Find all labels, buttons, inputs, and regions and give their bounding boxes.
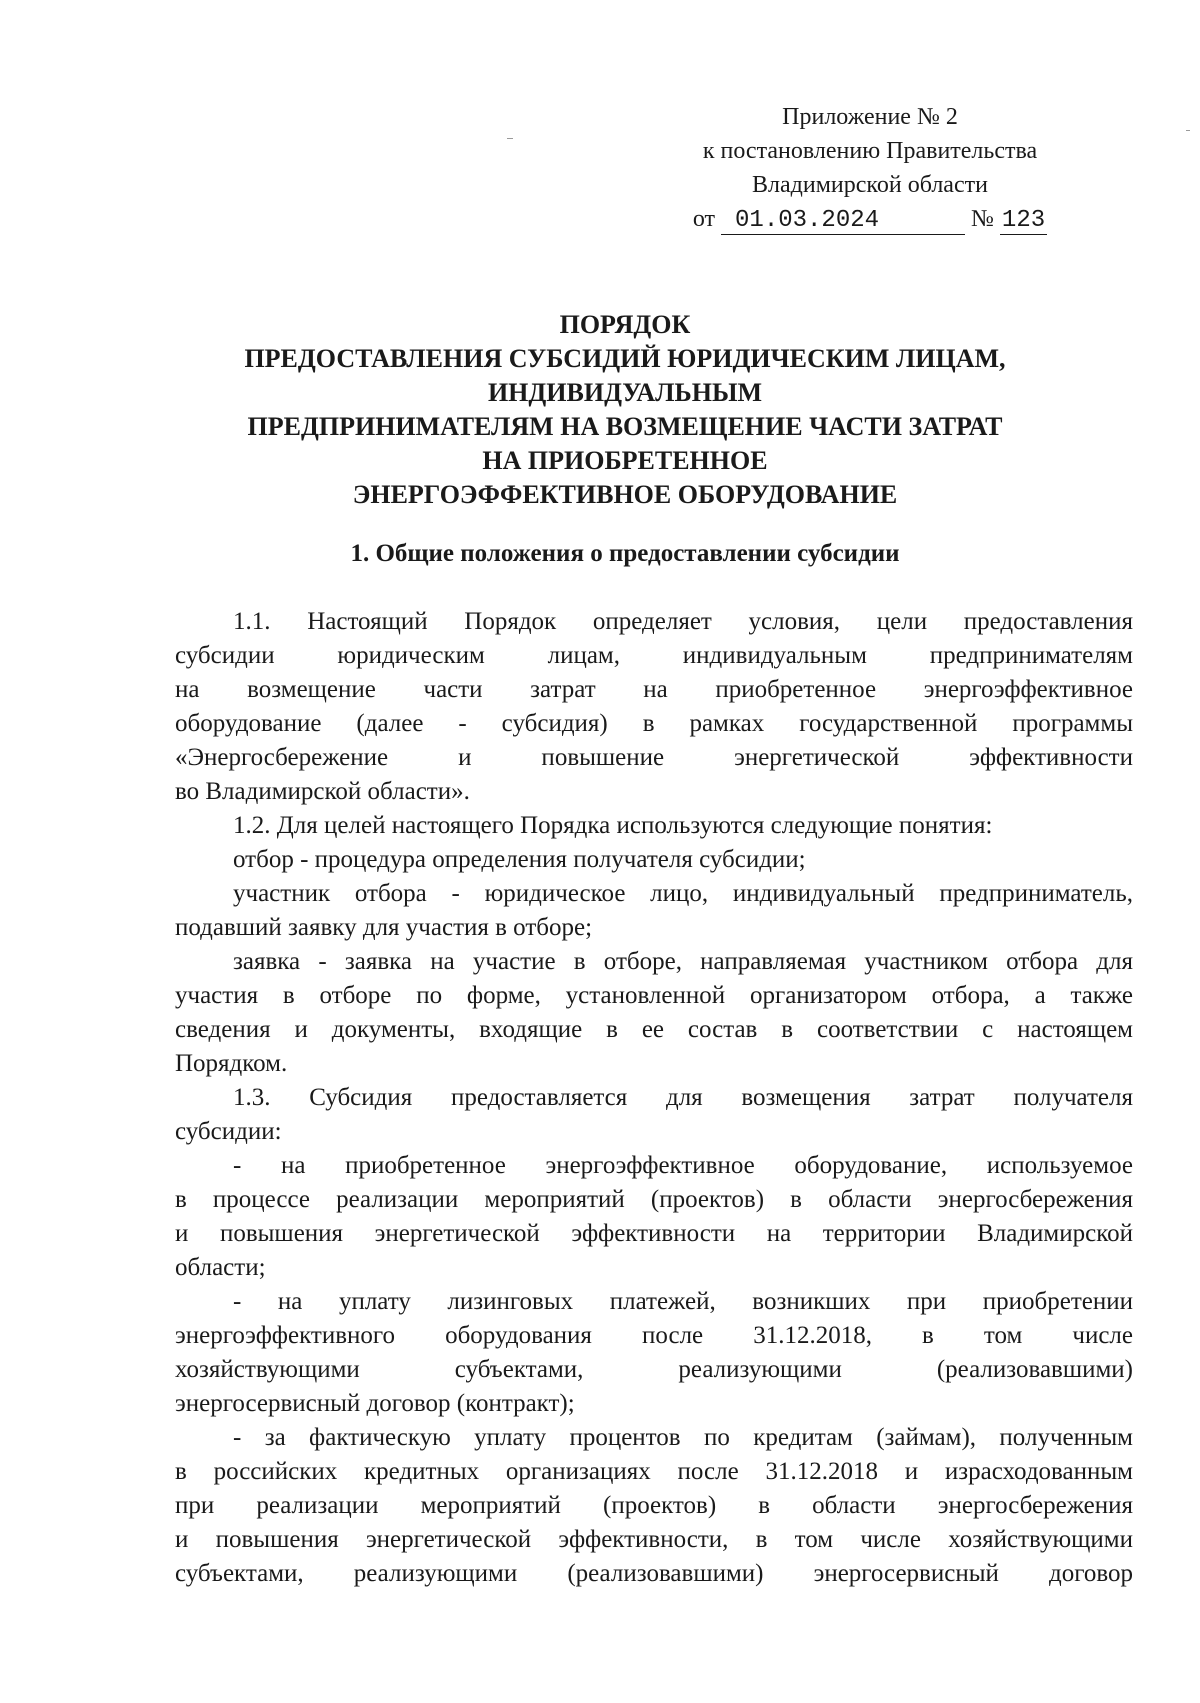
appendix-reference: к постановлению Правительства	[702, 138, 1038, 164]
body-line: субъектами, реализующими (реализовавшими) энергосервисный договор	[175, 1560, 1133, 1587]
section-heading: 1. Общие положения о предоставлении субсидии	[350, 540, 900, 567]
number-sign: №	[971, 206, 994, 232]
body-line: при реализации мероприятий (проектов) в области энергосбережения	[175, 1492, 1133, 1519]
body-line: подавший заявку для участия в отборе;	[175, 914, 593, 941]
appendix-number: Приложение № 2	[782, 104, 958, 130]
body-line: и повышения энергетической эффективности на территории Владимирской	[175, 1220, 1133, 1247]
body-line: в российских кредитных организациях после 31.12.2018 и израсходованным	[175, 1458, 1133, 1485]
body-line: субсидии юридическим лицам, индивидуальным предпринимателям	[175, 642, 1133, 669]
resolution-date: 01.03.2024	[721, 208, 965, 235]
body-line: участия в отборе по форме, установленной организатором отбора, а также	[175, 982, 1133, 1009]
body-line: оборудование (далее - субсидия) в рамках государственной программы	[175, 710, 1133, 737]
title-line: ЭНЕРГОЭФФЕКТИВНОЕ ОБОРУДОВАНИЕ	[352, 480, 898, 509]
title-line: НА ПРИОБРЕТЕННОЕ	[482, 446, 768, 475]
body-line: - на приобретенное энергоэффективное оборудование, используемое	[233, 1152, 1133, 1179]
body-line: энергосервисный договор (контракт);	[175, 1390, 575, 1417]
body-line: субсидии:	[175, 1118, 282, 1145]
body-line: - за фактическую уплату процентов по кредитам (займам), полученным	[233, 1424, 1133, 1451]
body-line: «Энергосбережение и повышение энергетической эффективности	[175, 744, 1133, 771]
title-line: ПРЕДОСТАВЛЕНИЯ СУБСИДИЙ ЮРИДИЧЕСКИМ ЛИЦАМ,	[244, 344, 1006, 373]
body-line: хозяйствующими субъектами, реализующими (реализовавшими)	[175, 1356, 1133, 1383]
body-line: и повышения энергетической эффективности, в том числе хозяйствующими	[175, 1526, 1133, 1553]
appendix-region: Владимирской области	[752, 172, 988, 198]
body-line: - на уплату лизинговых платежей, возникших при приобретении	[233, 1288, 1133, 1315]
body-line: энергоэффективного оборудования после 31.12.2018, в том числе	[175, 1322, 1133, 1349]
body-line: отбор - процедура определения получателя субсидии;	[233, 846, 806, 873]
body-line: сведения и документы, входящие в ее состав в соответствии с настоящем	[175, 1016, 1133, 1043]
resolution-number: 123	[1001, 207, 1046, 234]
body-line: области;	[175, 1254, 266, 1281]
scan-speck	[507, 138, 513, 139]
scan-speck	[1186, 130, 1190, 131]
body-line: на возмещение части затрат на приобретенное энергоэффективное	[175, 676, 1133, 703]
body-line: в процессе реализации мероприятий (проектов) в области энергосбережения	[175, 1186, 1133, 1213]
appendix-header	[660, 100, 1080, 236]
title-line: ПОРЯДОК	[559, 310, 691, 339]
body-line: Порядком.	[175, 1050, 288, 1077]
appendix-date-line	[660, 202, 1080, 236]
body-line: во Владимирской области».	[175, 778, 470, 805]
date-prefix: от	[692, 206, 716, 232]
document-body	[175, 605, 1133, 1591]
document-title	[175, 308, 1075, 512]
body-line: 1.2. Для целей настоящего Порядка используются следующие понятия:	[233, 812, 993, 839]
title-line: ИНДИВИДУАЛЬНЫМ	[487, 378, 763, 407]
body-line: 1.1. Настоящий Порядок определяет условия, цели предоставления	[233, 608, 1133, 635]
body-line: участник отбора - юридическое лицо, индивидуальный предприниматель,	[233, 880, 1133, 907]
title-line: ПРЕДПРИНИМАТЕЛЯМ НА ВОЗМЕЩЕНИЕ ЧАСТИ ЗАТРАТ	[247, 412, 1003, 441]
body-line: заявка - заявка на участие в отборе, направляемая участником отбора для	[233, 948, 1133, 975]
body-line: 1.3. Субсидия предоставляется для возмещения затрат получателя	[233, 1084, 1133, 1111]
